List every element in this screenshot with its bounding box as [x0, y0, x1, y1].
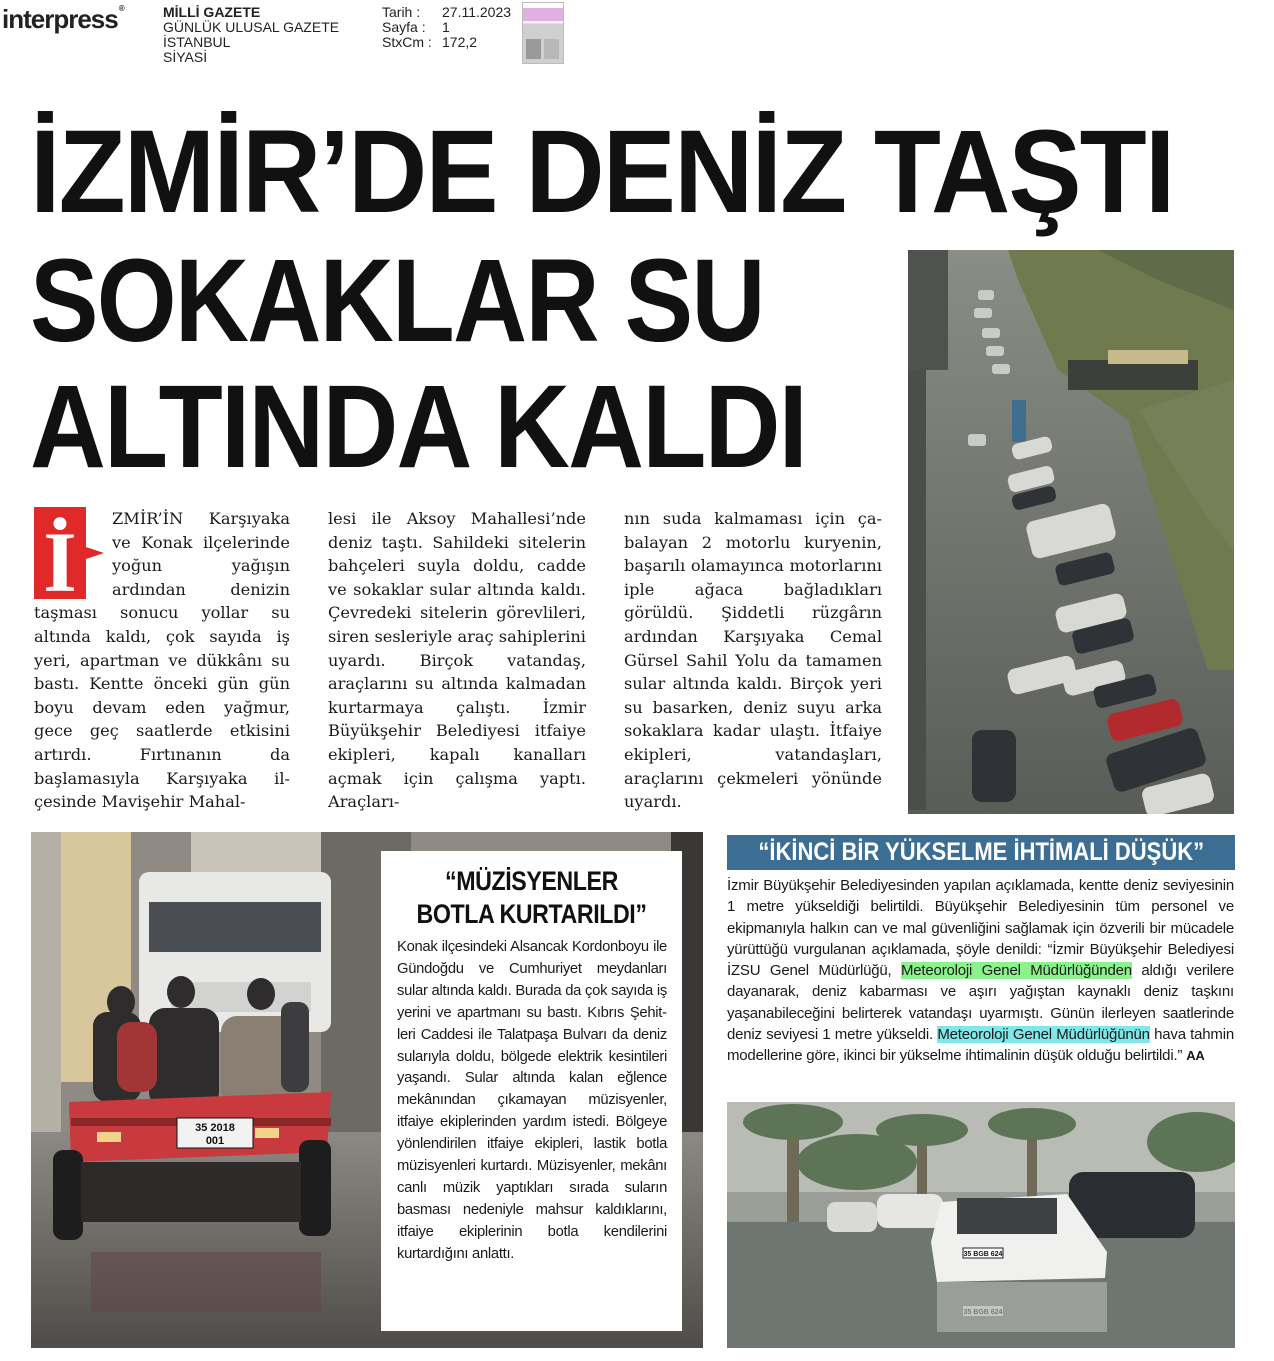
publication-city: İSTANBUL	[163, 34, 231, 50]
size-label: StxCm :	[382, 34, 432, 50]
svg-text:İ: İ	[43, 514, 77, 599]
lead-in: ZMİR’İN	[112, 509, 184, 528]
publication-type: GÜNLÜK ULUSAL GAZETE	[163, 19, 340, 35]
article-text-3: nın suda kalmaması için çabalayan 2 motorlu kuryenin, başarılı olamayınca motorlarını iple ağaca bağladıkları görüldü. Şiddetli rüzgârın ardından Karşıyaka Cemal Gürsel Sahil Yolu da tamamen sular altında kaldı. Birçok yeri su basarken, deniz suyu arka sokaklara kadar ulaştı. İtfaiye ekipleri, vatandaşları, araçlarını çekmeleri yönünde uyardı.	[624, 509, 882, 812]
highlight-meteoroloji-2: Meteoroloji Genel Müdürlüğünün	[937, 1026, 1150, 1044]
interpress-logo: interpress®	[2, 4, 124, 34]
publication-category: SİYASİ	[163, 49, 208, 65]
headline-line-1: İZMİR’DE DENİZ TAŞTI	[30, 106, 1174, 238]
date-value: 27.11.2023	[442, 4, 512, 20]
highlight-meteoroloji-1: Meteoroloji Genel Müdürlüğünden	[901, 962, 1132, 980]
musicians-sidebar	[381, 851, 682, 1331]
article-column-2	[328, 507, 586, 814]
date-label: Tarih :	[382, 4, 421, 20]
headline-line-3: ALTINDA KALDI	[30, 361, 807, 493]
dropcap	[34, 507, 104, 599]
article-column-1	[34, 507, 290, 814]
svg-text:35 2018: 35 2018	[195, 1122, 235, 1134]
dropcap-icon	[34, 507, 104, 599]
clipping-meta	[382, 5, 511, 50]
svg-text:001: 001	[205, 1135, 225, 1147]
source-aa: AA	[1186, 1048, 1205, 1064]
article-column-3	[624, 507, 882, 814]
article-text-2: lesi ile Aksoy Mahallesi’nde deniz taştı. Sahildeki sitelerin bahçeleri suyla doldu, cadde ve sokaklar sular altında kaldı. Çevredeki sitelerin görevlileri, siren sesleriyle araç sahiplerini uyardı. Birçok vatandaş, araçlarını su altında kalmadan kurtarmaya çalıştı. İzmir Büyükşehir Belediyesi itfaiye ekipleri, kapalı kanalları açmak için çalışma yaptı. Araçları-	[328, 509, 586, 812]
svg-text:35 BGB 624: 35 BGB 624	[963, 1251, 1003, 1258]
page-value: 1	[442, 19, 450, 35]
page-thumbnail[interactable]	[522, 2, 564, 64]
flooded-cars-photo	[727, 1102, 1235, 1348]
svg-text:35 BGB 624: 35 BGB 624	[963, 1309, 1003, 1316]
size-value: 172,2	[442, 34, 478, 50]
aerial-flood-photo	[908, 250, 1234, 814]
second-story-banner: “İKİNCİ BİR YÜKSELME İHTİMALİ DÜŞÜK”	[727, 835, 1235, 870]
sidebar-title: “MÜZİSYENLER BOTLA KURTARILDI”	[416, 866, 647, 929]
publication-info	[163, 5, 339, 65]
article-text-1: Karşıyaka ve Konak ilçelerinde yoğun yağışın ardından denizin taşması sonucu yollar su altında kaldı, çok sayıda iş yeri, apartman ve dükkânı su bastı. Kentte önceki gün gün boyu devam eden yağmur, gece geç saatlerde etkisini artırdı. Fırtınanın da başlamasıyla Karşıyaka ilçesinde Mavişehir Mahal-	[34, 509, 290, 812]
sidebar-body: Konak ilçesindeki Alsancak Kordonboyu ile Gündoğdu ve Cumhuriyet meydanları sular altında kaldı. Burada da çok sayıda iş yerini ve apartmanı su bastı. Kıbrıs Şehitleri Caddesi ile Talatpaşa Bulvarı da deniz sularıyla doldu, bölgede elektrik kesintileri yaşandı. Sular altında kalan eğlence mekânından çıkamayan müzisyenler, itfaiye ekiplerinden yardım istedi. Bölgeye yönlendirilen itfaiye ekipleri, lastik botla müzisyenleri kurtardı. Müzisyenler, mekânı canlı müzik yaptıkları sırada suların basması nedeniyle mahsur kaldıklarını, itfaiye ekiplerinin botla kendilerini kurtardığını anlattı.	[397, 939, 667, 1262]
headline-line-2: SOKAKLAR SU	[30, 235, 764, 367]
second-story-text: İzmir Büyükşehir Belediyesinden yapılan açıklamada, kentte deniz seviyesinin 1 metre yükseldiği belirtildi. Büyükşehir Belediyesinin tüm personel ve ekipmanıyla halkın can ve mal güvenliğini sağlamak için özverili bir mücadele yürüttüğü vurgulanan açıklamada, şöyle denildi: “İzmir Büyükşehir Belediyesi İZSU Genel Müdürlüğü, Meteoroloji Genel Müdürlüğünden aldığı verilere dayanarak, deniz kabarması ve aşırı yağıştan kaynaklı deniz taşkını yaşanabileceğini belirterek vatandaşı uyarmıştı. Günün ilerleyen saatlerinde deniz seviyesi 1 metre yükseldi. Meteoroloji Genel Müdürlüğünün hava tahmin modellerine göre, ikinci bir yükselme ihtimalinin düşük olduğu belirtildi.” AA	[727, 877, 1235, 1065]
publication-name: MİLLİ GAZETE	[163, 4, 261, 20]
page-label: Sayfa :	[382, 19, 426, 35]
